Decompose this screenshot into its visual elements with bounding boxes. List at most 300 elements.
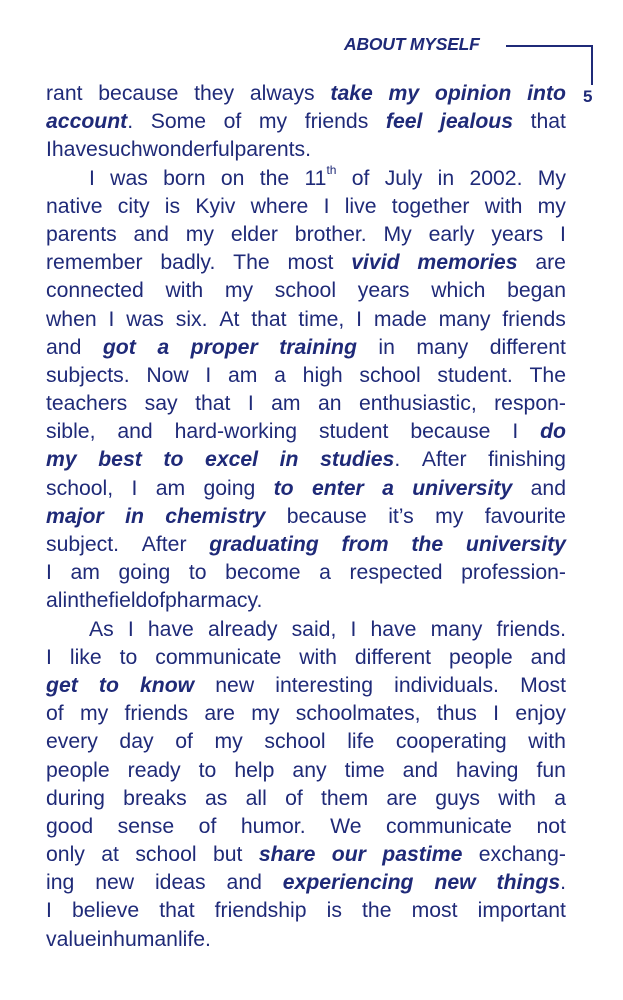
text-run: 2002. [469, 166, 523, 190]
text-run: parents. [234, 138, 312, 162]
word [175, 418, 297, 446]
text-run: enjoy [515, 702, 566, 726]
text-run: I [46, 645, 52, 669]
text-run: al [46, 589, 63, 613]
word [355, 644, 431, 672]
text-run: that [195, 392, 231, 416]
text-run: My [537, 166, 566, 190]
header-rule-vertical [591, 45, 593, 85]
word [531, 644, 566, 672]
header-rule [506, 45, 592, 47]
text-line [46, 136, 566, 164]
word [157, 334, 169, 362]
text-run: field [108, 589, 148, 613]
word [70, 559, 99, 587]
word [528, 728, 566, 756]
word [208, 616, 278, 644]
text-line [46, 531, 566, 559]
text-run: At [219, 307, 240, 331]
text-run: Some [150, 110, 207, 134]
text-run: in [62, 589, 79, 613]
text-run: such [97, 138, 143, 162]
text-run: most [287, 251, 334, 275]
text-run: parents [46, 222, 117, 246]
word [429, 221, 475, 249]
text-line [46, 193, 566, 221]
word [283, 869, 414, 897]
text-run: brother. [294, 222, 367, 246]
text-run: and [117, 420, 153, 444]
word [214, 728, 242, 756]
text-line [46, 277, 566, 305]
text-run: school [135, 843, 197, 867]
text-run: . [394, 448, 401, 472]
text-run: subjects. [46, 363, 130, 387]
text-line [46, 108, 566, 136]
word [274, 362, 286, 390]
emphasized-phrase: do [540, 420, 566, 444]
word [370, 616, 416, 644]
word [305, 108, 369, 136]
word [350, 616, 356, 644]
text-run: are [386, 786, 417, 810]
text-run: After [141, 533, 187, 556]
word [320, 446, 400, 474]
text-run: I [356, 307, 362, 331]
text-line [46, 475, 566, 503]
text-run: connected [46, 279, 144, 303]
word [46, 249, 143, 277]
text-run: began [507, 279, 566, 303]
text-run: as [205, 786, 228, 810]
text-run: different [354, 645, 432, 669]
word [515, 700, 566, 728]
text-run: my [185, 222, 214, 246]
word [101, 841, 119, 869]
text-run: Kyiv [195, 194, 236, 218]
text-run: where [250, 194, 309, 218]
text-run: going [118, 561, 171, 585]
text-line [46, 813, 566, 841]
text-line [46, 587, 566, 615]
text-run: is [326, 899, 342, 923]
word [275, 672, 373, 700]
text-run: any [292, 758, 327, 782]
emphasized-phrase: vivid [351, 251, 400, 275]
text-run: time [344, 758, 385, 782]
emphasized-phrase: excel [205, 448, 259, 472]
text-run: time, [298, 307, 345, 331]
text-run: I [323, 194, 330, 218]
text-run: a [554, 786, 566, 810]
text-run: with [165, 279, 204, 303]
word [312, 475, 364, 503]
word [46, 785, 105, 813]
word [72, 897, 139, 925]
text-run: a [274, 363, 286, 387]
word [46, 193, 103, 221]
emphasized-phrase: know [140, 673, 195, 697]
word [110, 165, 148, 193]
text-run: and [46, 335, 82, 359]
word [46, 475, 113, 503]
word [392, 193, 470, 221]
body-text [46, 80, 566, 954]
word [332, 841, 366, 869]
text-run: years [357, 279, 410, 303]
text-run: badly. [160, 251, 216, 275]
text-line [46, 390, 566, 418]
text-run: because [98, 82, 179, 105]
text-line [46, 306, 566, 334]
text-run: help [234, 758, 275, 782]
emphasized-phrase: studies [320, 448, 395, 472]
word [233, 249, 270, 277]
text-run: breaks [123, 786, 187, 810]
word [536, 757, 565, 785]
word [531, 475, 566, 503]
word [246, 785, 267, 813]
word [411, 531, 443, 559]
word [146, 362, 188, 390]
word [280, 446, 299, 474]
word [437, 700, 477, 728]
word [431, 277, 485, 305]
word [124, 700, 188, 728]
text-run: them [321, 786, 369, 810]
word [98, 446, 142, 474]
emphasized-phrase: share [258, 843, 316, 867]
emphasized-phrase: new [434, 871, 476, 895]
word [479, 841, 566, 869]
word [287, 503, 367, 531]
word [304, 162, 337, 193]
word [52, 136, 98, 164]
word [120, 644, 138, 672]
word [394, 672, 499, 700]
word [497, 869, 566, 897]
text-run: life [347, 730, 375, 754]
word [225, 277, 253, 305]
word [502, 306, 566, 334]
text-run: teachers [46, 392, 128, 416]
emphasized-phrase: major [46, 504, 104, 528]
text-run: school, [46, 476, 114, 500]
word [431, 616, 483, 644]
text-line [46, 418, 566, 446]
text-run: important [477, 899, 566, 923]
word [512, 418, 518, 446]
word [327, 897, 342, 925]
text-run: value [46, 927, 97, 951]
word [388, 503, 414, 531]
word [330, 813, 361, 841]
word [520, 672, 566, 700]
word [259, 108, 287, 136]
text-run: fun [536, 758, 566, 782]
emphasized-phrase: my [46, 448, 77, 472]
word [264, 728, 325, 756]
word [46, 390, 127, 418]
text-run: said, [291, 617, 337, 641]
word [204, 700, 235, 728]
word [362, 897, 391, 925]
text-run: have [51, 138, 98, 162]
text-run: six. [175, 307, 208, 331]
text-run: I [493, 702, 500, 726]
word [296, 700, 421, 728]
word [205, 362, 211, 390]
word [46, 926, 97, 954]
word [108, 587, 147, 615]
word [128, 757, 181, 785]
text-run: early [428, 222, 475, 246]
word [155, 644, 281, 672]
text-run: of [351, 166, 370, 190]
word [358, 277, 410, 305]
word [485, 503, 566, 531]
text-run: student. [437, 363, 513, 387]
word [46, 672, 78, 700]
word [271, 390, 300, 418]
word [412, 475, 512, 503]
text-run: when [46, 307, 97, 331]
emphasized-phrase: in [125, 504, 144, 528]
text-run: July [384, 166, 423, 190]
word [251, 193, 309, 221]
text-run: school [359, 363, 421, 387]
text-run: most [411, 899, 458, 923]
word [159, 897, 194, 925]
emphasized-phrase: to [98, 673, 119, 697]
word [189, 559, 207, 587]
emphasized-phrase: university [412, 476, 513, 500]
text-line [46, 503, 566, 531]
text-run: elder [230, 222, 278, 246]
text-run: individuals. [394, 673, 499, 697]
word [165, 587, 262, 615]
text-run: my [251, 702, 280, 726]
word [199, 813, 217, 841]
text-run: I [205, 363, 212, 387]
word [456, 757, 518, 785]
word [118, 193, 150, 221]
emphasized-phrase: best [98, 448, 142, 472]
word [46, 446, 77, 474]
text-run: 11 [304, 166, 327, 190]
text-run: of [223, 110, 242, 134]
text-run: am [155, 476, 186, 500]
word [385, 165, 423, 193]
word [435, 80, 511, 108]
word [46, 306, 97, 334]
word [46, 531, 119, 559]
text-run: friendship [214, 899, 307, 923]
text-line [46, 869, 566, 897]
word [345, 757, 385, 785]
text-run: I [108, 307, 115, 331]
page-number: 5 [583, 87, 593, 106]
text-line [46, 926, 566, 954]
text-run: The [233, 251, 270, 275]
word [356, 306, 362, 334]
word [125, 503, 144, 531]
text-run: I [131, 476, 138, 500]
word [319, 559, 331, 587]
emphasized-phrase: got [102, 335, 136, 359]
word [386, 108, 423, 136]
word [46, 813, 93, 841]
text-run: I [247, 392, 254, 416]
text-run: As [89, 617, 114, 641]
word [292, 757, 326, 785]
word [531, 108, 566, 136]
text-run: good [46, 814, 94, 838]
word [298, 306, 344, 334]
word [165, 193, 180, 221]
text-run: respon- [494, 392, 566, 416]
word [108, 306, 114, 334]
text-run: of [285, 786, 303, 810]
word [497, 616, 566, 644]
text-run: they [194, 82, 235, 105]
text-run: rant [46, 82, 83, 105]
text-run: school [264, 730, 326, 754]
emphasized-phrase: in [279, 448, 299, 472]
word [259, 841, 316, 869]
word [160, 249, 215, 277]
text-run: . [127, 110, 134, 134]
word [478, 897, 566, 925]
emphasized-phrase: to [163, 448, 184, 472]
word [279, 334, 357, 362]
text-run: sense [117, 814, 175, 838]
text-run: and [133, 222, 169, 246]
word [529, 362, 566, 390]
word [176, 306, 208, 334]
text-run: but [212, 843, 243, 867]
text-run: and [402, 758, 439, 782]
word [350, 559, 443, 587]
word [165, 503, 265, 531]
word [440, 108, 513, 136]
emphasized-phrase: training [279, 335, 357, 359]
text-run: new [215, 673, 255, 697]
word [507, 277, 566, 305]
word [288, 249, 334, 277]
emphasized-phrase: to [273, 476, 294, 500]
word [422, 446, 467, 474]
text-line [46, 644, 566, 672]
word [156, 475, 185, 503]
text-run: with [528, 730, 566, 754]
text-run: new [95, 871, 135, 895]
word [118, 813, 175, 841]
word [527, 80, 566, 108]
word [215, 672, 254, 700]
text-run: are [535, 251, 566, 275]
word [224, 108, 242, 136]
word [209, 531, 318, 559]
emphasized-phrase: experiencing [282, 871, 414, 895]
word [439, 306, 491, 334]
text-run: and [226, 871, 262, 895]
text-line [46, 334, 566, 362]
word [342, 531, 389, 559]
text-run: finishing [488, 448, 566, 472]
text-run: only [46, 843, 85, 867]
word [194, 80, 234, 108]
text-run: pharmacy. [165, 589, 263, 613]
text-run: believe [71, 899, 140, 923]
text-run: high [302, 363, 343, 387]
text-run: I [46, 899, 52, 923]
word [403, 757, 438, 785]
word [386, 813, 512, 841]
text-run: that [530, 110, 566, 134]
word [119, 728, 153, 756]
word [540, 418, 566, 446]
text-run: I [512, 420, 519, 444]
word [234, 136, 311, 164]
text-run: with [484, 194, 523, 218]
word [165, 277, 203, 305]
word [538, 193, 566, 221]
emphasized-phrase: get [46, 673, 78, 697]
word [345, 193, 377, 221]
text-line [46, 559, 566, 587]
text-run: the [259, 166, 290, 190]
word [560, 221, 566, 249]
word [117, 418, 152, 446]
word [434, 869, 475, 897]
text-run: student [318, 420, 389, 444]
word [205, 785, 227, 813]
word [103, 334, 136, 362]
word [70, 644, 102, 672]
text-run: favourite [484, 504, 566, 528]
text-run: to [188, 561, 207, 585]
word [46, 418, 95, 446]
word [89, 165, 95, 193]
text-run: at [101, 843, 119, 867]
text-run: many [416, 335, 469, 359]
text-run: together [391, 194, 470, 218]
word [163, 165, 205, 193]
word [250, 80, 315, 108]
word [213, 841, 242, 869]
word [324, 193, 330, 221]
word [417, 249, 517, 277]
word [46, 728, 98, 756]
word [63, 587, 80, 615]
text-run: I [46, 138, 52, 162]
word [203, 475, 255, 503]
text-run: going [203, 476, 256, 500]
text-run: different [489, 335, 566, 359]
word [416, 334, 468, 362]
word [491, 221, 543, 249]
text-run: because [286, 504, 367, 528]
word [199, 757, 217, 785]
text-run: the [79, 589, 109, 613]
text-run: Most [520, 673, 566, 697]
text-run: After [421, 448, 467, 472]
text-run: was [110, 166, 148, 190]
text-run: I [46, 561, 52, 585]
text-run: remember [46, 251, 143, 275]
word [319, 418, 389, 446]
